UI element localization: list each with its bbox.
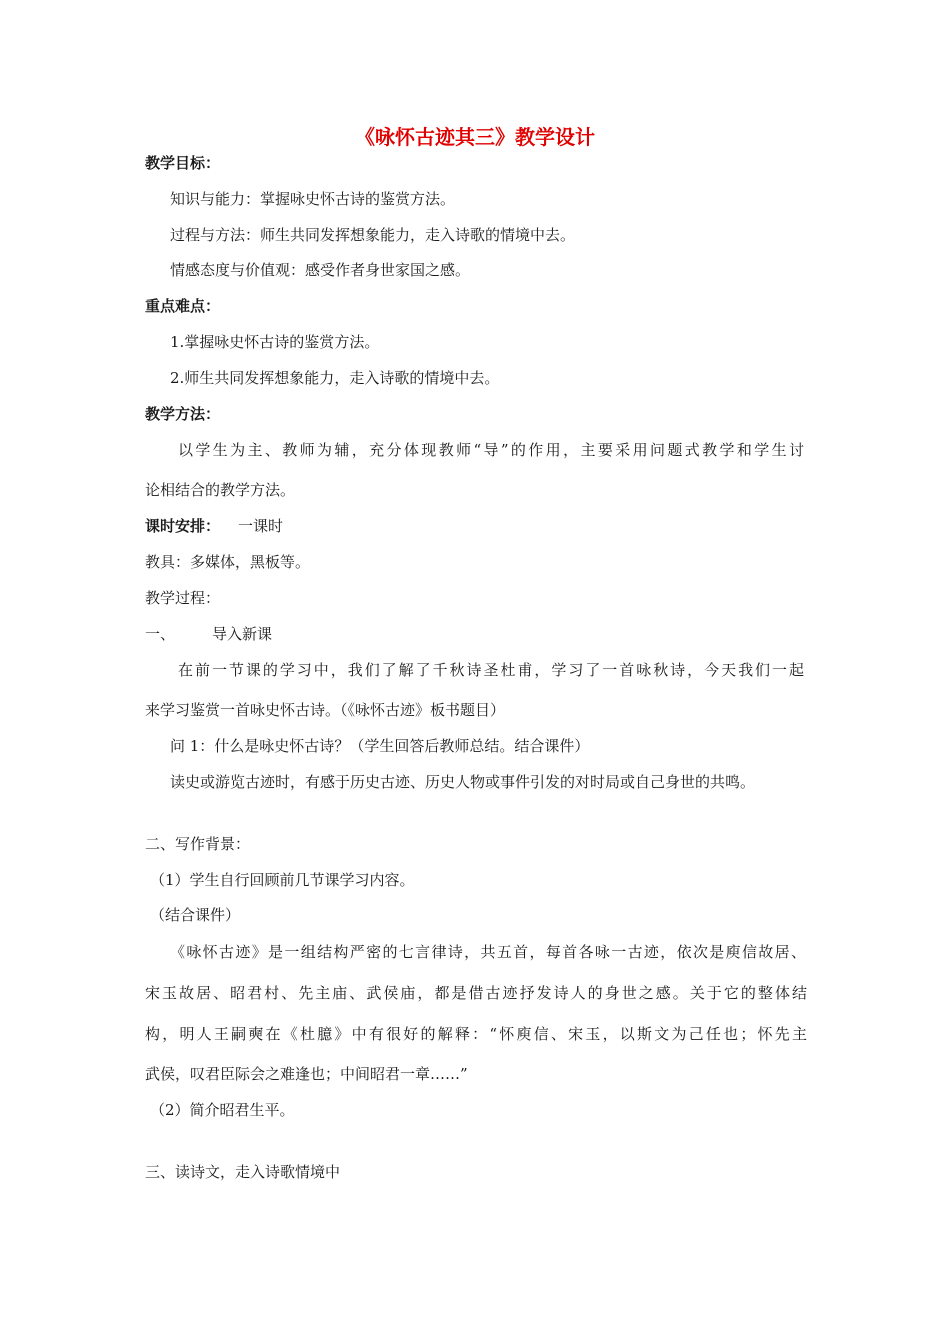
method-line-2: 论相结合的教学方法。 <box>145 481 296 499</box>
section3-heading: 三、读诗文，走入诗歌情境中 <box>145 1163 341 1181</box>
section1-paragraph-line-2: 来学习鉴赏一首咏史怀古诗。（《咏怀古迹》板书题目） <box>145 701 506 719</box>
key-points-heading: 重点难点： <box>145 297 221 315</box>
goal-emotion: 情感态度与价值观：感受作者身世家国之感。 <box>170 261 471 279</box>
section1-question: 问 1：什么是咏史怀古诗？（学生回答后教师总结。结合课件） <box>170 737 590 755</box>
section2-paragraph-line-1: 《咏怀古迹》是一组结构严密的七言律诗，共五首，每首各咏一古迹，依次是庾信故居、 <box>170 943 806 961</box>
document-title: 《咏怀古迹其三》教学设计 <box>355 125 595 149</box>
key-point-item: 2.师生共同发挥想象能力，走入诗歌的情境中去。 <box>170 369 500 387</box>
section1-paragraph-line-1: 在前一节课的学习中，我们了解了千秋诗圣杜甫，学习了一首咏秋诗，今天我们一起 <box>178 661 804 679</box>
key-point-item: 1.掌握咏史怀古诗的鉴赏方法。 <box>170 333 380 351</box>
section2-item-1: （1）学生自行回顾前几节课学习内容。 <box>150 871 415 889</box>
goals-heading: 教学目标： <box>145 154 221 172</box>
schedule-value: 一课时 <box>238 517 284 535</box>
section1-answer: 读史或游览古迹时，有感于历史古迹、历史人物或事件引发的对时局或自己身世的共鸣。 <box>170 773 756 791</box>
section2-paragraph-line-4: 武侯，叹君臣际会之难逢也；中间昭君一章……” <box>145 1065 468 1083</box>
method-heading: 教学方法： <box>145 405 221 423</box>
goal-knowledge: 知识与能力：掌握咏史怀古诗的鉴赏方法。 <box>170 190 456 208</box>
section2-paragraph-line-2: 宋玉故居、昭君村、先主庙、武侯庙，都是借古迹抒发诗人的身世之感。关于它的整体结 <box>145 984 807 1002</box>
section2-heading: 二、写作背景： <box>145 835 251 853</box>
schedule-heading: 课时安排： <box>145 517 221 535</box>
section1-title: 导入新课 <box>212 625 273 643</box>
section2-note: （结合课件） <box>150 906 241 924</box>
section1-number: 一、 <box>145 625 176 643</box>
goal-process: 过程与方法：师生共同发挥想象能力，走入诗歌的情境中去。 <box>170 226 576 244</box>
section2-paragraph-line-3: 构，明人王嗣奭在《杜臆》中有很好的解释：“怀庾信、宋玉，以斯文为己任也；怀先主 <box>145 1025 807 1043</box>
method-line-1: 以学生为主、教师为辅，充分体现教师“导”的作用，主要采用问题式教学和学生讨 <box>178 441 804 459</box>
section2-item-2: （2）简介昭君生平。 <box>150 1101 295 1119</box>
tools-line: 教具：多媒体，黑板等。 <box>145 553 311 571</box>
schedule-row <box>145 516 283 536</box>
process-heading: 教学过程： <box>145 589 221 607</box>
